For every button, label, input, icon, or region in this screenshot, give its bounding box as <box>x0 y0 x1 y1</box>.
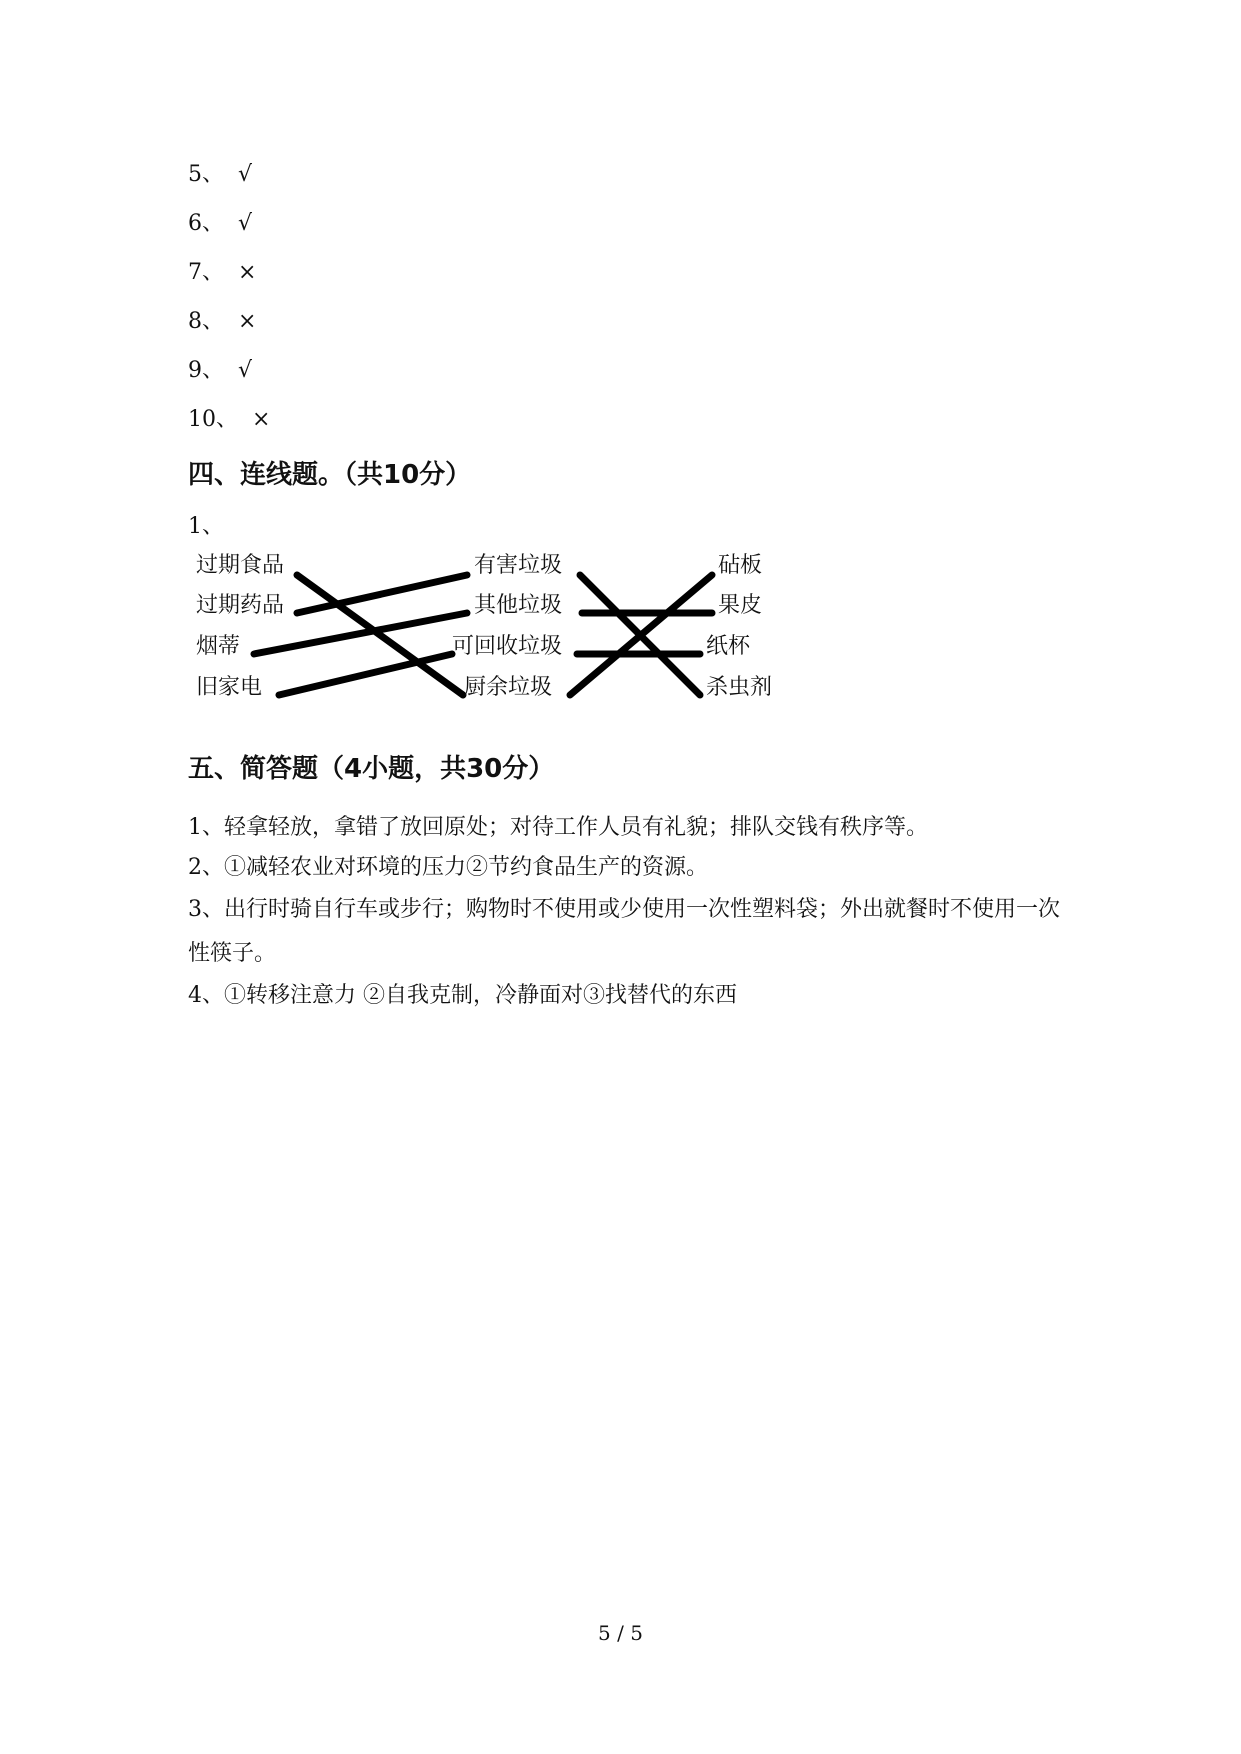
item-number: 8、 <box>188 309 224 334</box>
item-number: 9、 <box>188 358 224 383</box>
left-item: 烟蒂 <box>196 634 241 659</box>
answer-item: 1、轻拿轻放，拿错了放回原处；对待工作人员有礼貌；排队交钱有秩序等。 <box>188 815 928 840</box>
list-item <box>188 307 270 356</box>
answer-item: 4、①转移注意力 ②自我克制，冷静面对③找替代的东西 <box>188 983 737 1008</box>
line-kitchen-waste-to-cutting-board <box>570 575 712 695</box>
right-item: 果皮 <box>718 593 763 618</box>
cross-mark: × <box>238 309 257 334</box>
cross-mark: × <box>238 260 257 285</box>
page-number: 5 / 5 <box>598 1621 643 1645</box>
item-number: 7、 <box>188 260 224 285</box>
section-title-matching: 四、连线题。（共10分） <box>188 460 472 490</box>
right-item: 砧板 <box>718 553 763 578</box>
question-label: 1、 <box>188 514 224 539</box>
check-mark: √ <box>238 358 253 383</box>
list-item <box>188 356 270 405</box>
item-number: 5、 <box>188 162 224 187</box>
cross-mark: × <box>252 407 271 432</box>
middle-item: 可回收垃圾 <box>452 634 563 659</box>
left-item: 旧家电 <box>196 675 263 700</box>
true-false-answer-list <box>188 160 270 454</box>
middle-item: 厨余垃圾 <box>464 675 553 700</box>
right-item: 纸杯 <box>706 634 751 659</box>
item-number: 10、 <box>188 407 238 432</box>
list-item <box>188 209 270 258</box>
short-answer-list <box>188 808 1068 1016</box>
left-item: 过期食品 <box>196 553 285 578</box>
check-mark: √ <box>238 211 253 236</box>
right-item: 杀虫剂 <box>706 675 773 700</box>
left-item: 过期药品 <box>196 593 285 618</box>
list-item <box>188 160 270 209</box>
matching-lines <box>0 540 820 720</box>
list-item <box>188 258 270 307</box>
middle-item: 有害垃圾 <box>474 553 563 578</box>
middle-item: 其他垃圾 <box>474 593 563 618</box>
answer-item: 3、出行时骑自行车或步行；购物时不使用或少使用一次性塑料袋；外出就餐时不使用一次性筷子。 <box>188 897 1061 966</box>
list-item <box>188 405 270 454</box>
item-number: 6、 <box>188 211 224 236</box>
answer-item: 2、①减轻农业对环境的压力②节约食品生产的资源。 <box>188 855 708 880</box>
matching-diagram <box>0 540 820 720</box>
line-old-appliance-to-recyclable <box>279 654 452 695</box>
section-title-short-answer: 五、简答题（4小题，共30分） <box>188 754 555 784</box>
check-mark: √ <box>238 162 253 187</box>
